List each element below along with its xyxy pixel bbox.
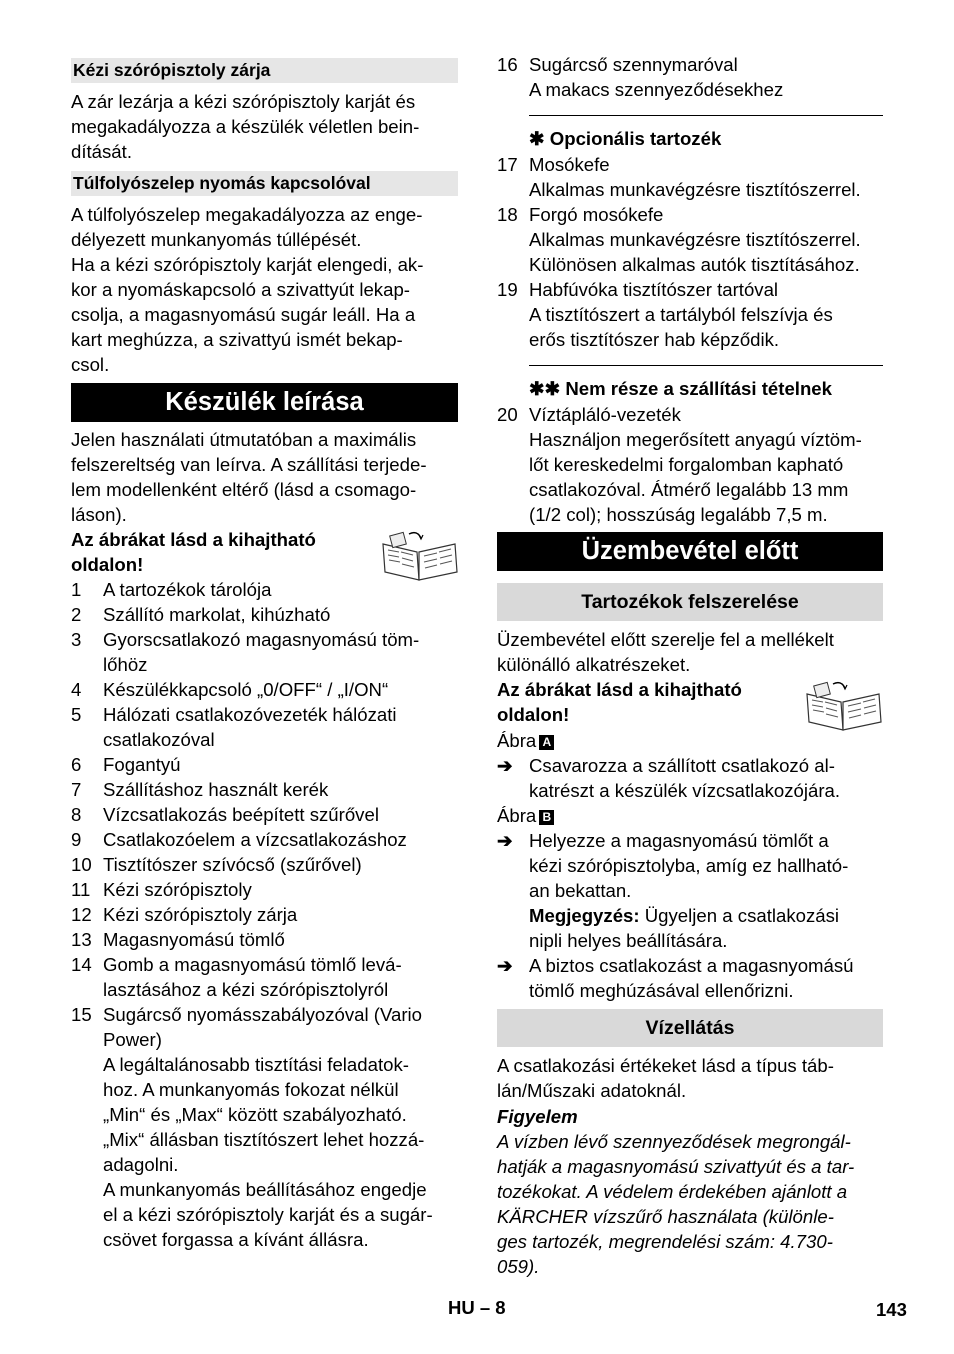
list-text: Forgó mosókefe <box>529 204 664 225</box>
list-text: Szállításhoz használt kerék <box>103 779 329 800</box>
text-line: csolja, a magasnyomású sugár leáll. Ha a <box>71 304 416 325</box>
text-line: lem modellenként eltérő (lásd a csomago- <box>71 479 417 500</box>
text-line: A túlfolyószelep megakadályozza az enge- <box>71 204 423 225</box>
note-line-2: nipli helyes beállítására. <box>529 930 728 951</box>
step-text: kézi szórópisztolyba, amíg ez hallható- <box>529 855 849 876</box>
text-line: délyezett munkanyomás túllépését. <box>71 229 362 250</box>
list-text: csatlakozóval <box>103 729 215 750</box>
list-text: lasztásához a kézi szórópisztolyról <box>103 979 389 1000</box>
figure-label-a: Ábra A <box>497 728 554 753</box>
list-number: 13 <box>71 929 92 950</box>
text-line: hatják a magasnyomású szivattyút és a tar- <box>497 1156 855 1177</box>
list-number: 16 <box>497 54 518 75</box>
text-line: különálló alkatrészeket. <box>497 654 691 675</box>
text-line: oldalon! <box>71 554 144 575</box>
list-text: Gyorscsatlakozó magasnyomású töm- <box>103 629 420 650</box>
list-number: 5 <box>71 704 82 725</box>
section-title-device-description: Készülék leírása <box>71 383 458 422</box>
list-text: Sugárcső nyomásszabályozóval (Vario <box>103 1004 422 1025</box>
step-text: Helyezze a magasnyomású tömlőt a <box>529 830 829 851</box>
list-number: 3 <box>71 629 82 650</box>
text-line: KÄRCHER vízszűrő használata (különle- <box>497 1206 834 1227</box>
text-line: A csatlakozási értékeket lásd a típus táb- <box>497 1055 834 1076</box>
list-number: 1 <box>71 579 82 600</box>
list-text: erős tisztítószer hab képződik. <box>529 329 780 350</box>
figure-b-badge: B <box>539 810 554 825</box>
list-text: Hálózati csatlakozóvezeték hálózati <box>103 704 397 725</box>
foldout-book-icon <box>379 530 459 582</box>
subsection-accessory-mounting: Tartozékok felszerelése <box>497 583 883 621</box>
text-line: lán/Műszaki adatoknál. <box>497 1080 687 1101</box>
list-text: el a kézi szórópisztoly karját és a sugár- <box>103 1204 433 1225</box>
list-number: 2 <box>71 604 82 625</box>
list-text: Alkalmas munkavégzésre tisztítószerrel. <box>529 229 861 250</box>
list-text: Különösen alkalmas autók tisztításához. <box>529 254 860 275</box>
list-number: 19 <box>497 279 518 300</box>
arrow-icon: ➔ <box>497 755 513 776</box>
foldout-book-icon <box>803 680 883 732</box>
list-text: Power) <box>103 1029 162 1050</box>
list-text: Csatlakozóelem a vízcsatlakozáshoz <box>103 829 407 850</box>
text-line: csol. <box>71 354 110 375</box>
list-text: Tisztítószer szívócső (szűrővel) <box>103 854 362 875</box>
list-number: 15 <box>71 1004 92 1025</box>
arrow-icon: ➔ <box>497 830 513 851</box>
list-text: Kézi szórópisztoly <box>103 879 252 900</box>
text-line: láson). <box>71 504 127 525</box>
caution-heading: Figyelem <box>497 1106 578 1127</box>
list-text: A legáltalánosabb tisztítási feladatok- <box>103 1054 409 1075</box>
list-text: Kézi szórópisztoly zárja <box>103 904 298 925</box>
list-number: 10 <box>71 854 92 875</box>
list-text: Gomb a magasnyomású tömlő levá- <box>103 954 402 975</box>
text-line: kart meghúzza, a szivattyú ismét bekap- <box>71 329 403 350</box>
list-text: Használjon megerősített anyagú víztöm- <box>529 429 862 450</box>
list-number: 8 <box>71 804 82 825</box>
list-text: „Min“ és „Max“ között szabályozható. <box>103 1104 407 1125</box>
list-number: 6 <box>71 754 82 775</box>
text-line: ges tartozék, megrendelési szám: 4.730- <box>497 1231 833 1252</box>
list-number: 4 <box>71 679 82 700</box>
figure-label-b: Ábra B <box>497 803 554 828</box>
footer-language-page: HU – 8 <box>448 1297 506 1318</box>
text-line: kor a nyomáskapcsoló a szivattyút lekap- <box>71 279 410 300</box>
list-text: Víztápláló-vezeték <box>529 404 681 425</box>
step-text: A biztos csatlakozást a magasnyomású <box>529 955 854 976</box>
text-line: Jelen használati útmutatóban a maximális <box>71 429 417 450</box>
text-line: tozékokat. A védelem érdekében ajánlott a <box>497 1181 848 1202</box>
list-text: (1/2 col); hosszúság legalább 7,5 m. <box>529 504 828 525</box>
text-line: Az ábrákat lásd a kihajtható <box>71 529 316 550</box>
list-number: 12 <box>71 904 92 925</box>
list-text: csatlakozóval. Átmérő legalább 13 mm <box>529 479 849 500</box>
list-text: Szállító markolat, kihúzható <box>103 604 331 625</box>
list-number: 7 <box>71 779 82 800</box>
double-asterisk-icon: ✱✱ <box>529 378 561 399</box>
divider <box>529 365 883 366</box>
list-text: A munkanyomás beállításához engedje <box>103 1179 427 1200</box>
list-number: 20 <box>497 404 518 425</box>
list-text: adagolni. <box>103 1154 179 1175</box>
list-number: 14 <box>71 954 92 975</box>
text-line: megakadályozza a készülék véletlen bein- <box>71 116 420 137</box>
page-number: 143 <box>876 1299 907 1320</box>
list-number: 18 <box>497 204 518 225</box>
step-text: an bekattan. <box>529 880 632 901</box>
text-line: dítását. <box>71 141 132 162</box>
list-text: A tisztítószert a tartályból felszívja és <box>529 304 833 325</box>
step-text: tömlő meghúzásával ellenőrizni. <box>529 980 794 1001</box>
heading-overflow-valve: Túlfolyószelep nyomás kapcsolóval <box>71 171 458 196</box>
text-line: Ha a kézi szórópisztoly karját elengedi, ak- <box>71 254 424 275</box>
text-line: Üzembevétel előtt szerelje fel a mellékelt <box>497 629 834 650</box>
list-text: Mosókefe <box>529 154 610 175</box>
text-line: Az ábrákat lásd a kihajtható <box>497 679 742 700</box>
list-text: hoz. A munkanyomás fokozat nélkül <box>103 1079 399 1100</box>
step-text: katrészt a készülék vízcsatlakozójára. <box>529 780 841 801</box>
text-line: felszereltség van leírva. A szállítási terjede- <box>71 454 427 475</box>
arrow-icon: ➔ <box>497 955 513 976</box>
section-title-before-startup: Üzembevétel előtt <box>497 532 883 571</box>
list-text: Fogantyú <box>103 754 181 775</box>
list-text: Sugárcső szennymaróval <box>529 54 738 75</box>
text-line: A zár lezárja a kézi szórópisztoly karját és <box>71 91 416 112</box>
list-text: A makacs szennyeződésekhez <box>529 79 784 100</box>
not-included-heading: ✱✱ Nem része a szállítási tételnek <box>529 378 832 399</box>
list-text: A tartozékok tárolója <box>103 579 272 600</box>
list-text: Készülékkapcsoló „0/OFF“ / „I/ON“ <box>103 679 389 700</box>
list-text: Habfúvóka tisztítószer tartóval <box>529 279 779 300</box>
list-text: lőt kereskedelmi forgalomban kapható <box>529 454 844 475</box>
step-text: Csavarozza a szállított csatlakozó al- <box>529 755 835 776</box>
list-number: 9 <box>71 829 82 850</box>
list-text: Magasnyomású tömlő <box>103 929 285 950</box>
list-text: Vízcsatlakozás beépített szűrővel <box>103 804 379 825</box>
asterisk-icon: ✱ <box>529 128 545 149</box>
note: Megjegyzés: Ügyeljen a csatlakozási <box>529 905 840 926</box>
text-line: A vízben lévő szennyeződések megrongál- <box>497 1131 851 1152</box>
subsection-water-supply: Vízellátás <box>497 1009 883 1047</box>
divider <box>529 115 883 116</box>
list-number: 17 <box>497 154 518 175</box>
list-number: 11 <box>71 879 91 900</box>
list-text: „Mix“ állásban tisztítószert lehet hozzá- <box>103 1129 425 1150</box>
text-line: oldalon! <box>497 704 570 725</box>
list-text: Alkalmas munkavégzésre tisztítószerrel. <box>529 179 861 200</box>
text-line: 059). <box>497 1256 540 1277</box>
heading-gun-lock: Kézi szórópisztoly zárja <box>71 58 458 83</box>
optional-accessory-heading: ✱ Opcionális tartozék <box>529 128 722 149</box>
list-text: csövet forgassa a kívánt állásra. <box>103 1229 369 1250</box>
list-text: lőhöz <box>103 654 148 675</box>
figure-a-badge: A <box>539 735 554 750</box>
